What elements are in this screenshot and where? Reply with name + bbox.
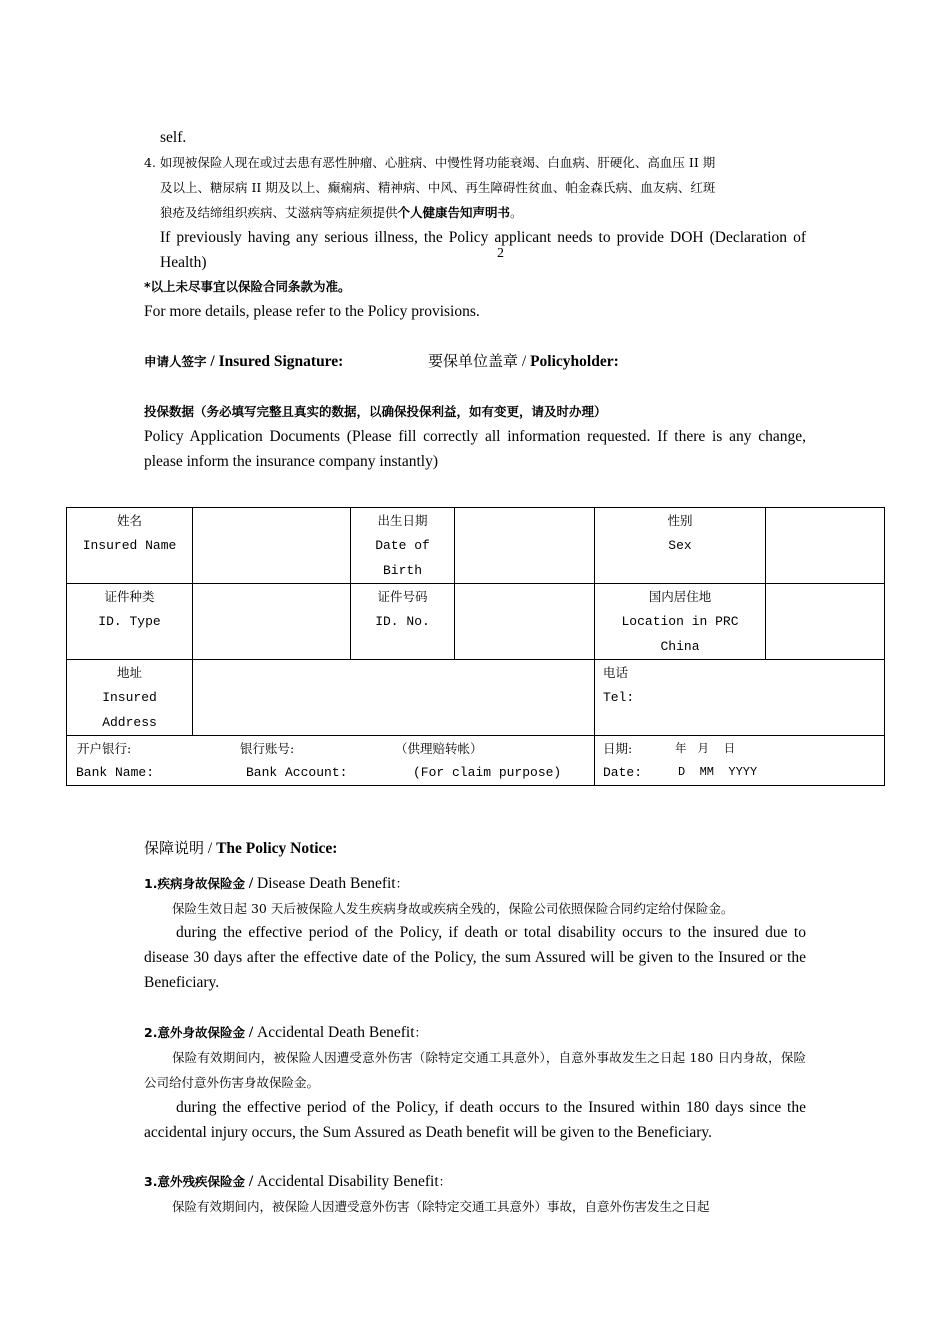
id-number-label-cn: 证件号码 (377, 589, 428, 604)
tel-cell[interactable] (595, 660, 885, 736)
tel-label-cn: 电话 (603, 665, 629, 680)
item-4-period: 。 (510, 205, 523, 220)
form-row-personal (67, 508, 885, 584)
dob-label-cell (351, 508, 455, 584)
sex-label-cell (595, 508, 766, 584)
date-label-en: Date: (603, 765, 643, 780)
benefit-2-heading-cn: 2.意外身故保险金 (144, 1025, 245, 1040)
claim-purpose-cn: （供理赔转帐） (395, 741, 483, 756)
benefit-2-slash: / (248, 1024, 254, 1041)
insured-signature-cn: 申请人签字 (144, 354, 207, 369)
policyholder-label[interactable]: Policyholder: (530, 353, 619, 370)
id-number-input-cell[interactable] (455, 584, 595, 660)
address-label-cn: 地址 (116, 665, 142, 680)
benefit-2-heading (144, 1020, 427, 1045)
benefit-1-body-en: during the effective period of the Policy, if death or total disability occurs to the insured due to disease 30 days after the effective date of the Policy, the sum Assured will be given to the Insured or the Beneficiary. (144, 924, 806, 991)
id-type-label-cn: 证件种类 (104, 589, 155, 604)
note-english: For more details, please refer to the Policy provisions. (144, 303, 480, 320)
signature-line (144, 349, 343, 374)
application-title-cn: 投保数据（务必填写完整且真实的数据，以确保投保利益，如有变更，请及时办理） (144, 404, 607, 419)
location-label-cn: 国内居住地 (648, 589, 712, 604)
id-number-label-cell (351, 584, 455, 660)
date-label-cn: 日期: (603, 741, 633, 756)
benefit-2-colon: ： (414, 1025, 428, 1040)
address-label-en-2: Address (102, 715, 157, 730)
bank-account-label-en: Bank Account: (246, 765, 348, 780)
name-label-cn: 姓名 (116, 513, 142, 528)
id-type-input-cell[interactable] (193, 584, 351, 660)
sex-label-cn: 性别 (667, 513, 693, 528)
benefit-1-slash: / (248, 875, 254, 892)
id-number-label-en: ID. No. (375, 614, 430, 629)
benefit-3-heading (144, 1169, 451, 1194)
location-label-en-2: China (660, 639, 700, 654)
form-row-id (67, 584, 885, 660)
benefit-3-heading-en: Accidental Disability Benefit (257, 1173, 439, 1190)
note-chinese: *以上未尽事宜以保险合同条款为准。 (144, 279, 351, 294)
claim-purpose-en: (For claim purpose) (413, 765, 562, 780)
date-format: D MM YYYY (678, 765, 758, 779)
dob-label-en-1: Date of (375, 538, 430, 553)
item-4-chinese-text: 狼疮及结缔组织疾病、艾滋病等病症须提供 (160, 205, 398, 220)
benefit-1-heading-en: Disease Death Benefit (257, 875, 396, 892)
signature-slash: / (210, 353, 215, 370)
bank-cell[interactable] (67, 736, 595, 786)
dob-input-cell[interactable] (455, 508, 595, 584)
policy-notice-title-en: The Policy Notice: (216, 840, 338, 857)
benefit-3-heading-cn: 3.意外残疾保险金 (144, 1174, 245, 1189)
benefit-1-body-cn: 保险生效日起 30 天后被保险人发生疾病身故或疾病全残的，保险公司依照保险合同约定给付保险金。 (172, 901, 734, 916)
policyholder-seal-cn: 要保单位盖章 (428, 352, 519, 370)
policyholder-line (428, 349, 619, 374)
tel-label-en: Tel: (603, 690, 635, 705)
bank-name-label-en: Bank Name: (76, 765, 155, 780)
dob-label-en-2: Birth (382, 563, 422, 578)
policy-notice-title (144, 836, 337, 861)
name-label-cell (67, 508, 193, 584)
location-label-cell (595, 584, 766, 660)
benefit-1-heading (144, 871, 408, 896)
address-label-en-1: Insured (102, 690, 157, 705)
benefit-1-heading-cn: 1.疾病身故保险金 (144, 876, 245, 891)
benefit-3-colon: ： (438, 1174, 452, 1189)
health-declaration-title: 个人健康告知声明书 (397, 205, 511, 220)
location-label-en-1: Location in PRC (621, 614, 739, 629)
bank-name-label-cn: 开户银行: (77, 741, 132, 756)
location-input-cell[interactable] (766, 584, 885, 660)
item-4-chinese-line-2: 及以上、糖尿病 II 期及以上、癫痫病、精神病、中风、再生障碍性贫血、帕金森氏病、血友病、红斑 (160, 180, 716, 195)
policyholder-slash: / (521, 353, 527, 370)
benefit-1-colon: ： (395, 876, 409, 891)
benefit-2-body-en: during the effective period of the Policy, if death occurs to the Insured within 180 days since the accidental injury occurs, the Sum Assured as Death benefit will be given to the Beneficiary. (144, 1099, 806, 1141)
dob-label-cn: 出生日期 (377, 513, 428, 528)
item-4-english: If previously having any serious illness, the Policy applicant needs to provide DOH (Declaration of Health) (160, 229, 806, 271)
insured-signature-label[interactable]: Insured Signature: (218, 353, 344, 370)
id-type-label-cell (67, 584, 193, 660)
benefit-3-slash: / (248, 1173, 254, 1190)
application-title-en: Policy Application Documents (Please fill correctly all information requested. If there is any change, please inform the insurance company instantly) (144, 428, 806, 470)
name-label-en: Insured Name (82, 538, 177, 553)
item-4-chinese-line-1: 4. 如现被保险人现在或过去患有恶性肿瘤、心脏病、中慢性肾功能衰竭、白血病、肝硬化、高血压 II 期 (144, 155, 716, 170)
name-input-cell[interactable] (193, 508, 351, 584)
item-4-chinese-line-3 (160, 200, 523, 225)
application-form-table (66, 507, 885, 786)
previous-item-tail: self. (160, 129, 187, 146)
benefit-2-body-cn: 保险有效期间内，被保险人因遭受意外伤害（除特定交通工具意外），自意外事故发生之日起 180 日内身故，保险公司给付意外伤害身故保险金。 (144, 1050, 806, 1090)
address-input-cell[interactable] (193, 660, 595, 736)
policy-notice-slash: / (207, 840, 213, 857)
form-row-bank (67, 736, 885, 786)
page-number: 2 (497, 246, 504, 261)
sex-input-cell[interactable] (766, 508, 885, 584)
benefit-2-heading-en: Accidental Death Benefit (257, 1024, 415, 1041)
date-cell[interactable] (595, 736, 885, 786)
address-label-cell (67, 660, 193, 736)
date-ymd-cn: 年 月 日 (675, 741, 736, 755)
policy-notice-title-cn: 保障说明 (144, 839, 205, 857)
bank-account-label-cn: 银行账号: (240, 741, 295, 756)
form-row-address (67, 660, 885, 736)
benefit-3-body-cn: 保险有效期间内，被保险人因遭受意外伤害（除特定交通工具意外）事故，自意外伤害发生之日起 (172, 1199, 710, 1214)
id-type-label-en: ID. Type (98, 614, 161, 629)
sex-label-en: Sex (668, 538, 692, 553)
